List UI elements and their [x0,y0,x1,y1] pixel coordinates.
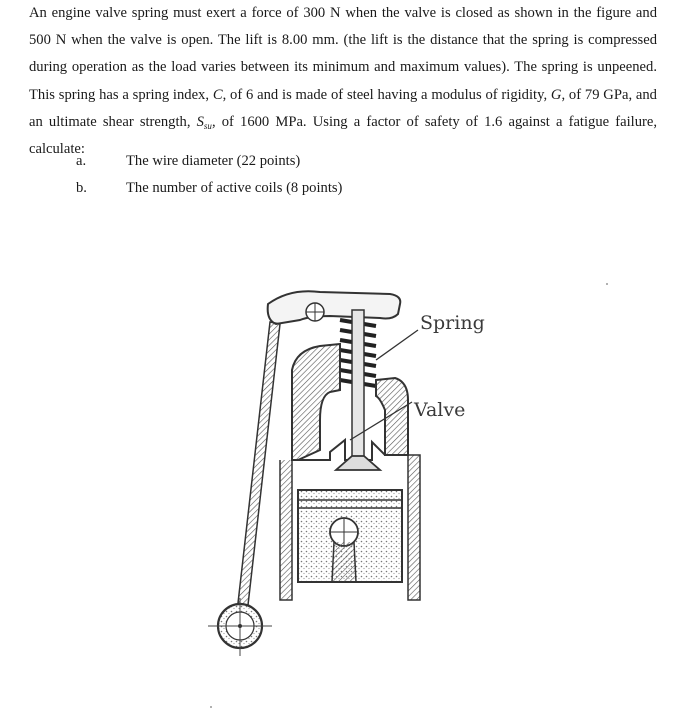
problem-line-5 [29,109,657,136]
part-label: a. [76,153,87,169]
part-text: The number of active coils (8 points) [126,180,343,196]
scan-speck [210,706,212,708]
line4-text-c: , of 79 GPa, and [561,86,657,103]
problem-line-4 [29,82,657,109]
line4-text-b: , of 6 and is made of steel having a modulus of rigidity, [222,86,551,103]
shear-strength-symbol: S [196,113,204,130]
problem-line-6: calculate: [29,141,85,158]
part-label: b. [76,180,87,196]
valve-label: Valve [414,399,466,421]
line5-text-b: , of 1600 MPa. Using a factor of safety of 1.6 against a fatigue failure, [211,113,657,130]
spring-index-symbol: C [212,86,223,103]
rocker-arm [268,291,401,324]
modulus-symbol: G [550,86,562,103]
problem-statement [29,0,657,163]
scan-speck [606,283,608,285]
spring-label: Spring [420,312,485,334]
connecting-rod [332,542,356,582]
line4-text-a: This spring has a spring index, [29,86,213,103]
shear-strength-subscript: su [203,120,212,131]
problem-line-1: An engine valve spring must exert a force of 300 N when the valve is closed as shown in the figure and [29,5,657,21]
engine-valve-diagram [180,270,510,690]
line5-text-a: an ultimate shear strength, [29,113,197,130]
problem-line-3: during operation as the load varies between its minimum and maximum values). The spring is unpeened. [29,59,657,76]
spring-leader [376,330,418,360]
valve-spring-figure [180,270,510,690]
part-text: The wire diameter (22 points) [126,153,301,169]
problem-line-2: 500 N when the valve is open. The lift is 8.00 mm. (the lift is the distance that the spring is compressed [29,32,657,49]
cylinder-head [292,344,340,460]
push-rod [238,322,280,605]
valve-head [336,456,380,470]
